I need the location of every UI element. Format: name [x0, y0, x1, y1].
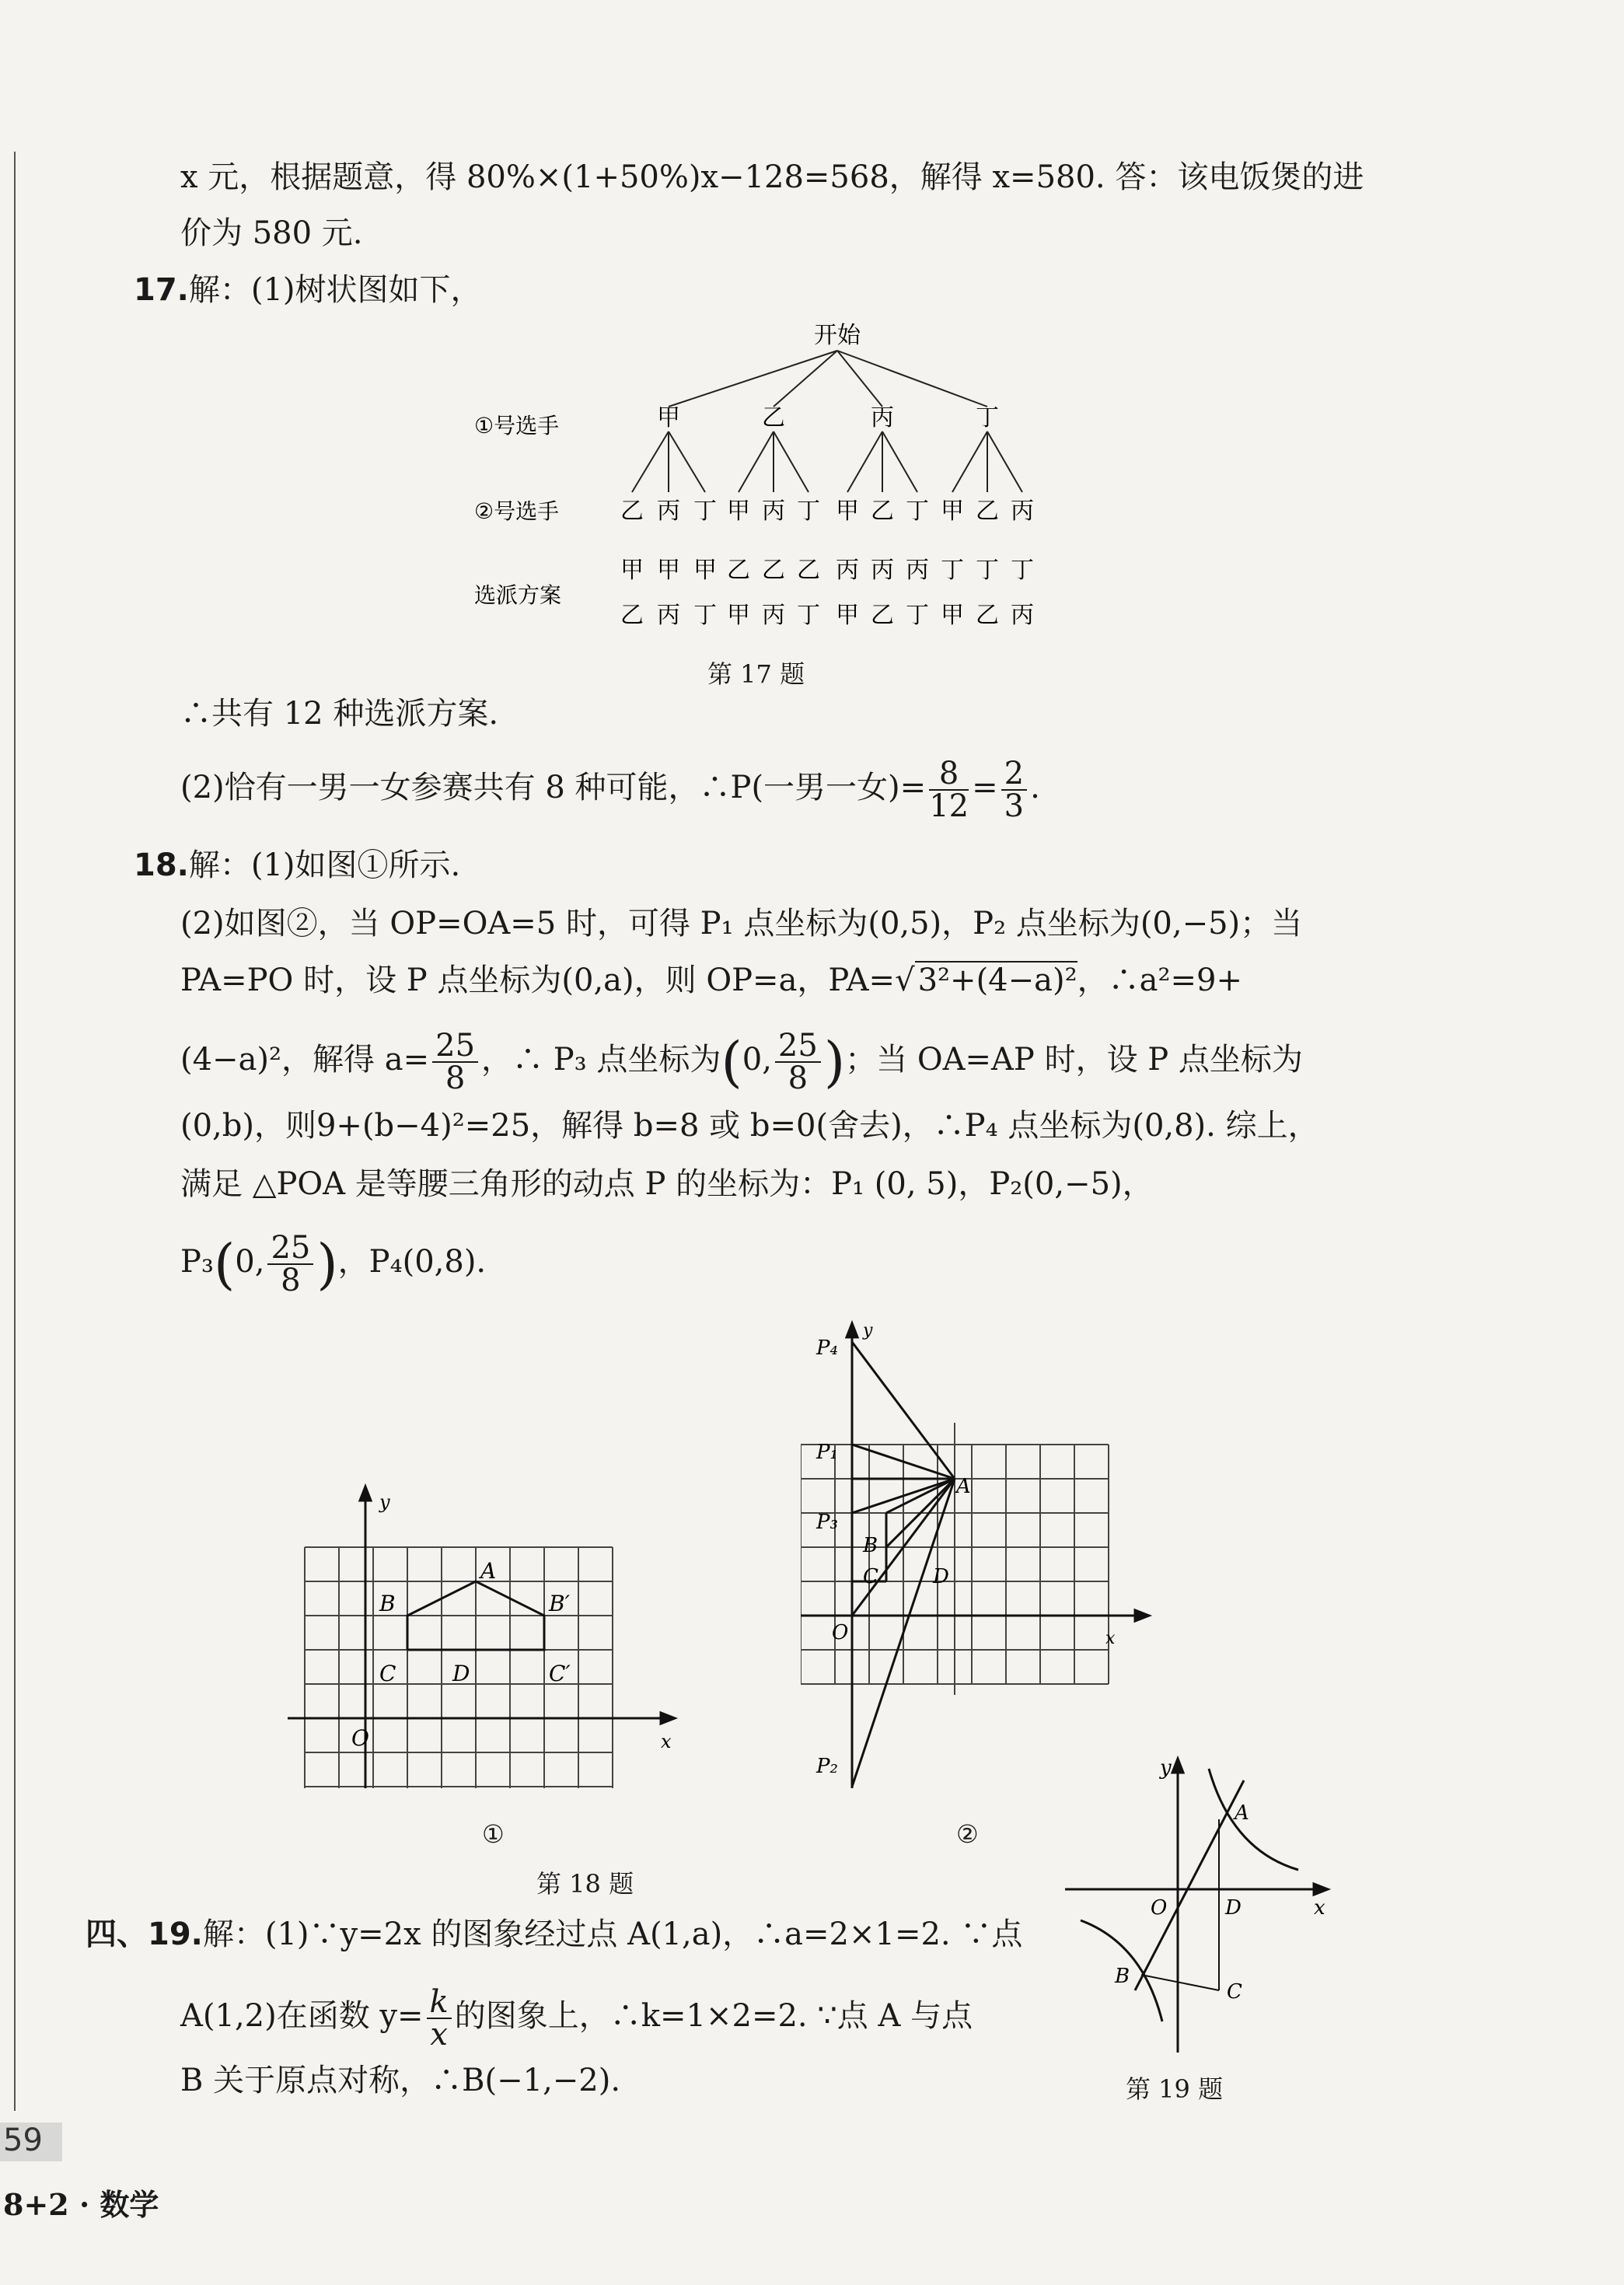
- tree-second-node-3: 甲: [727, 498, 750, 525]
- q18-line-4c: 0,: [742, 1042, 772, 1078]
- q19-line-3: B 关于原点对称，∴B(−1,−2).: [180, 2063, 621, 2098]
- left-paren: (: [213, 1232, 236, 1296]
- fig2-number: ②: [956, 1819, 979, 1849]
- fig1-label-x: x: [661, 1731, 672, 1752]
- tree-plan-top-cell-9: 丁: [941, 557, 964, 584]
- q19-label-B: B: [1115, 1965, 1130, 1988]
- tree-first-level: [657, 404, 999, 431]
- tree-first-node-3: 丁: [976, 404, 999, 431]
- q18-header: [134, 844, 460, 887]
- tree-plan-bottom-cell-0: 乙: [620, 602, 644, 629]
- frac-numerator: 8: [929, 758, 969, 791]
- q17-number: 17.: [134, 272, 189, 308]
- tree-second-level: [620, 498, 1034, 525]
- tree-plan-top-cell-8: 丙: [906, 557, 929, 584]
- q18-line-4: [180, 1030, 1303, 1094]
- tree-plan-top-cell-5: 乙: [797, 557, 820, 584]
- tree-second-node-5: 丁: [797, 498, 820, 525]
- q18-line-7c: ，P₄(0,8).: [337, 1244, 487, 1280]
- q18-line-7: [180, 1232, 486, 1296]
- tree-plan-top-cell-2: 甲: [693, 557, 717, 584]
- frac-denominator: x: [430, 2017, 448, 2053]
- q19-curves: [1081, 1769, 1298, 2021]
- tree-second-node-11: 丙: [1011, 498, 1034, 525]
- fig1-label-A: A: [480, 1558, 497, 1584]
- q19-header: [86, 1913, 1022, 1956]
- tree-second-node-8: 丁: [906, 498, 929, 525]
- tree-first-node-1: 乙: [762, 404, 785, 431]
- tree-plan-top-cell-6: 丙: [836, 557, 859, 584]
- q19-line-2b: 的图象上，∴k=1×2=2. ∵点 A 与点: [454, 1998, 973, 2034]
- tree-plan-bottom-cell-1: 丙: [657, 602, 680, 629]
- fig1-number: ①: [482, 1819, 505, 1849]
- fig1-labels: [351, 1491, 672, 1752]
- tree-second-node-0: 乙: [620, 498, 644, 525]
- fig2-labels: [815, 1321, 1116, 1778]
- fig1-label-O: O: [351, 1725, 369, 1751]
- frac-denominator: 8: [788, 1060, 809, 1096]
- q17-prob-text: (2)恰有一男一女参赛共有 8 种可能，∴P(一男一女)=: [180, 770, 927, 805]
- fig2-axes: [801, 1323, 1149, 1788]
- tree-plan-bottom-cell-5: 丁: [797, 602, 820, 629]
- frac-denominator: 3: [1004, 788, 1025, 824]
- tree-plan-top-cell-7: 丙: [871, 557, 894, 584]
- frac-numerator: 25: [432, 1030, 478, 1063]
- fig2-label-y: y: [863, 1321, 873, 1340]
- fig2-label-P1: P₁: [816, 1441, 838, 1464]
- right-paren: ): [823, 1030, 846, 1094]
- fig2-label-P3: P₃: [816, 1511, 838, 1534]
- frac-numerator: k: [427, 1986, 452, 2019]
- tree-second-node-10: 乙: [976, 498, 999, 525]
- fig1-label-B-prime: B′: [549, 1591, 570, 1616]
- q19-figure: [1057, 1742, 1353, 2068]
- fig1-label-B: B: [379, 1591, 396, 1616]
- q19-caption: 第 19 题: [1126, 2074, 1224, 2104]
- q18-line-4b: ，∴ P₃ 点坐标为: [481, 1042, 721, 1078]
- q18-line-5: (0,b)，则9+(b−4)²=25，解得 b=8 或 b=0(舍去)，∴P₄ 点坐标为(0,8). 综上，: [180, 1108, 1319, 1144]
- fig2-grid: [801, 1423, 1109, 1695]
- tree-first-node-2: 丙: [871, 404, 894, 431]
- q18-line-3b: ，∴a²=9+: [1077, 963, 1242, 998]
- frac-denominator: 8: [445, 1060, 466, 1096]
- q19-axes: [1065, 1759, 1328, 2053]
- q18-line-4d: ；当 OA=AP 时，设 P 点坐标为: [845, 1042, 1303, 1078]
- q18-line-3a: PA=PO 时，设 P 点坐标为(0,a)，则 OP=a，PA=: [180, 963, 896, 998]
- book-title: 8+2 · 数学: [3, 2187, 159, 2222]
- tree-plan-top-cell-4: 乙: [762, 557, 785, 584]
- q18-caption: 第 18 题: [536, 1869, 634, 1899]
- q18-line-3: [180, 959, 1242, 1002]
- q19-label-C: C: [1227, 1980, 1242, 2004]
- fraction-2-3: [1001, 758, 1027, 822]
- fig2-label-P4: P₄: [816, 1336, 838, 1360]
- q19-line-1: 解：(1)∵y=2x 的图象经过点 A(1,a)，∴a=2×1=2. ∵点: [202, 1916, 1023, 1952]
- q18-line-7a: P₃: [180, 1244, 214, 1280]
- frac-numerator: 2: [1001, 758, 1027, 791]
- fig2-label-D: D: [933, 1565, 949, 1588]
- tree-plan-bottom-cell-6: 甲: [836, 602, 859, 629]
- fig2-label-A: A: [956, 1475, 971, 1498]
- fig1-label-C: C: [379, 1661, 396, 1686]
- tree-plan-bottom-cell-11: 丙: [1011, 602, 1034, 629]
- fraction-25-8: [432, 1030, 478, 1094]
- fig2-label-C: C: [863, 1565, 878, 1588]
- q17-header: [134, 268, 482, 312]
- tree-plan-top-cell-0: 甲: [620, 557, 644, 584]
- fig1-label-D: D: [452, 1661, 470, 1686]
- tree-plan-bottom-cell-8: 丁: [906, 602, 929, 629]
- tree-row2-label: ②号选手: [474, 498, 560, 524]
- q17-caption: 第 17 题: [707, 659, 805, 689]
- q18-line-6: 满足 △POA 是等腰三角形的动点 P 的坐标为：P₁ (0, 5)，P₂(0,−5)，: [180, 1166, 1154, 1202]
- fig1-label-y: y: [379, 1491, 390, 1513]
- q17-tree-diagram: [451, 315, 1073, 641]
- tree-plan-top-row: [620, 557, 1034, 584]
- right-paren: ): [316, 1232, 338, 1296]
- q17-probability: [180, 758, 1040, 822]
- q18-figure-1: [288, 1477, 692, 1788]
- tree-edges: [632, 351, 1022, 492]
- tree-second-node-7: 乙: [871, 498, 894, 525]
- q19-label-O: O: [1151, 1896, 1168, 1920]
- tree-row3-label: 选派方案: [474, 582, 562, 608]
- q18-line-2: (2)如图②，当 OP=OA=5 时，可得 P₁ 点坐标为(0,5)，P₂ 点坐标为(0,−5)；当: [180, 906, 1303, 942]
- fig1-axes: [288, 1487, 675, 1788]
- tree-row1-label: ①号选手: [474, 413, 560, 438]
- tree-root: 开始: [814, 322, 861, 349]
- fig2-label-B: B: [863, 1534, 878, 1557]
- tree-plan-bottom-cell-7: 乙: [871, 602, 894, 629]
- tree-plan-bottom-cell-4: 丙: [762, 602, 785, 629]
- fig2-label-P2: P₂: [816, 1755, 838, 1778]
- q18-number: 18.: [134, 847, 189, 883]
- tree-plan-top-cell-10: 丁: [976, 557, 999, 584]
- q16-line-1: x 元，根据题意，得 80%×(1+50%)x−128=568，解得 x=580. 答：该电饭煲的进: [180, 159, 1364, 195]
- frac-numerator: 25: [267, 1232, 313, 1265]
- fig2-label-O: O: [832, 1621, 849, 1644]
- fraction-8-12: [929, 758, 969, 822]
- tree-plan-top-cell-11: 丁: [1011, 557, 1034, 584]
- sqrt-sign: √: [895, 963, 915, 998]
- fraction-25-8-c: [267, 1232, 313, 1296]
- sqrt-radicand: 3²+(4−a)²: [915, 961, 1077, 998]
- q19-line-2: [180, 1984, 973, 2053]
- q18-figure-2: [801, 1306, 1189, 1804]
- frac-numerator: 25: [775, 1030, 821, 1063]
- tree-second-node-2: 丁: [693, 498, 717, 525]
- tree-plan-bottom-cell-10: 乙: [976, 602, 999, 629]
- tree-second-node-4: 丙: [762, 498, 785, 525]
- tree-second-node-9: 甲: [941, 498, 964, 525]
- q18-line-7b: 0,: [235, 1244, 265, 1280]
- page-number: 59: [3, 2123, 43, 2158]
- q19-number: 四、19.: [86, 1916, 203, 1952]
- tree-plan-bottom-cell-3: 甲: [727, 602, 750, 629]
- period: .: [1030, 770, 1040, 805]
- q19-label-D: D: [1225, 1896, 1242, 1920]
- tree-first-node-0: 甲: [657, 404, 680, 431]
- fraction-k-x: [427, 1984, 452, 2053]
- q19-label-y: y: [1160, 1756, 1172, 1780]
- tree-plan-bottom-cell-9: 甲: [941, 602, 964, 629]
- tree-plan-bottom-row: [620, 602, 1034, 629]
- frac-denominator: 12: [929, 788, 969, 824]
- q18-line-1: 解：(1)如图①所示.: [188, 847, 461, 883]
- q19-line-2a: A(1,2)在函数 y=: [180, 1998, 424, 2034]
- equals-sign: =: [972, 770, 998, 805]
- frac-denominator: 8: [281, 1263, 301, 1298]
- q19-label-A: A: [1235, 1801, 1249, 1825]
- tree-second-node-1: 丙: [657, 498, 680, 525]
- q17-intro: 解：(1)树状图如下，: [188, 272, 482, 308]
- tree-plan-top-cell-3: 乙: [727, 557, 750, 584]
- q16-line-2: 价为 580 元.: [180, 215, 363, 251]
- tree-plan-bottom-cell-2: 丁: [693, 602, 717, 629]
- margin-rule: [14, 152, 16, 2111]
- fig2-label-x: x: [1105, 1629, 1116, 1648]
- fraction-25-8-b: [775, 1030, 821, 1094]
- q18-line-4a: (4−a)²，解得 a=: [180, 1042, 430, 1078]
- fig1-label-C-prime: C′: [549, 1661, 571, 1686]
- tree-second-node-6: 甲: [836, 498, 859, 525]
- left-paren: (: [721, 1030, 742, 1094]
- q17-total: ∴共有 12 种选派方案.: [180, 696, 499, 732]
- tree-plan-top-cell-1: 甲: [657, 557, 680, 584]
- q19-label-x: x: [1314, 1896, 1325, 1920]
